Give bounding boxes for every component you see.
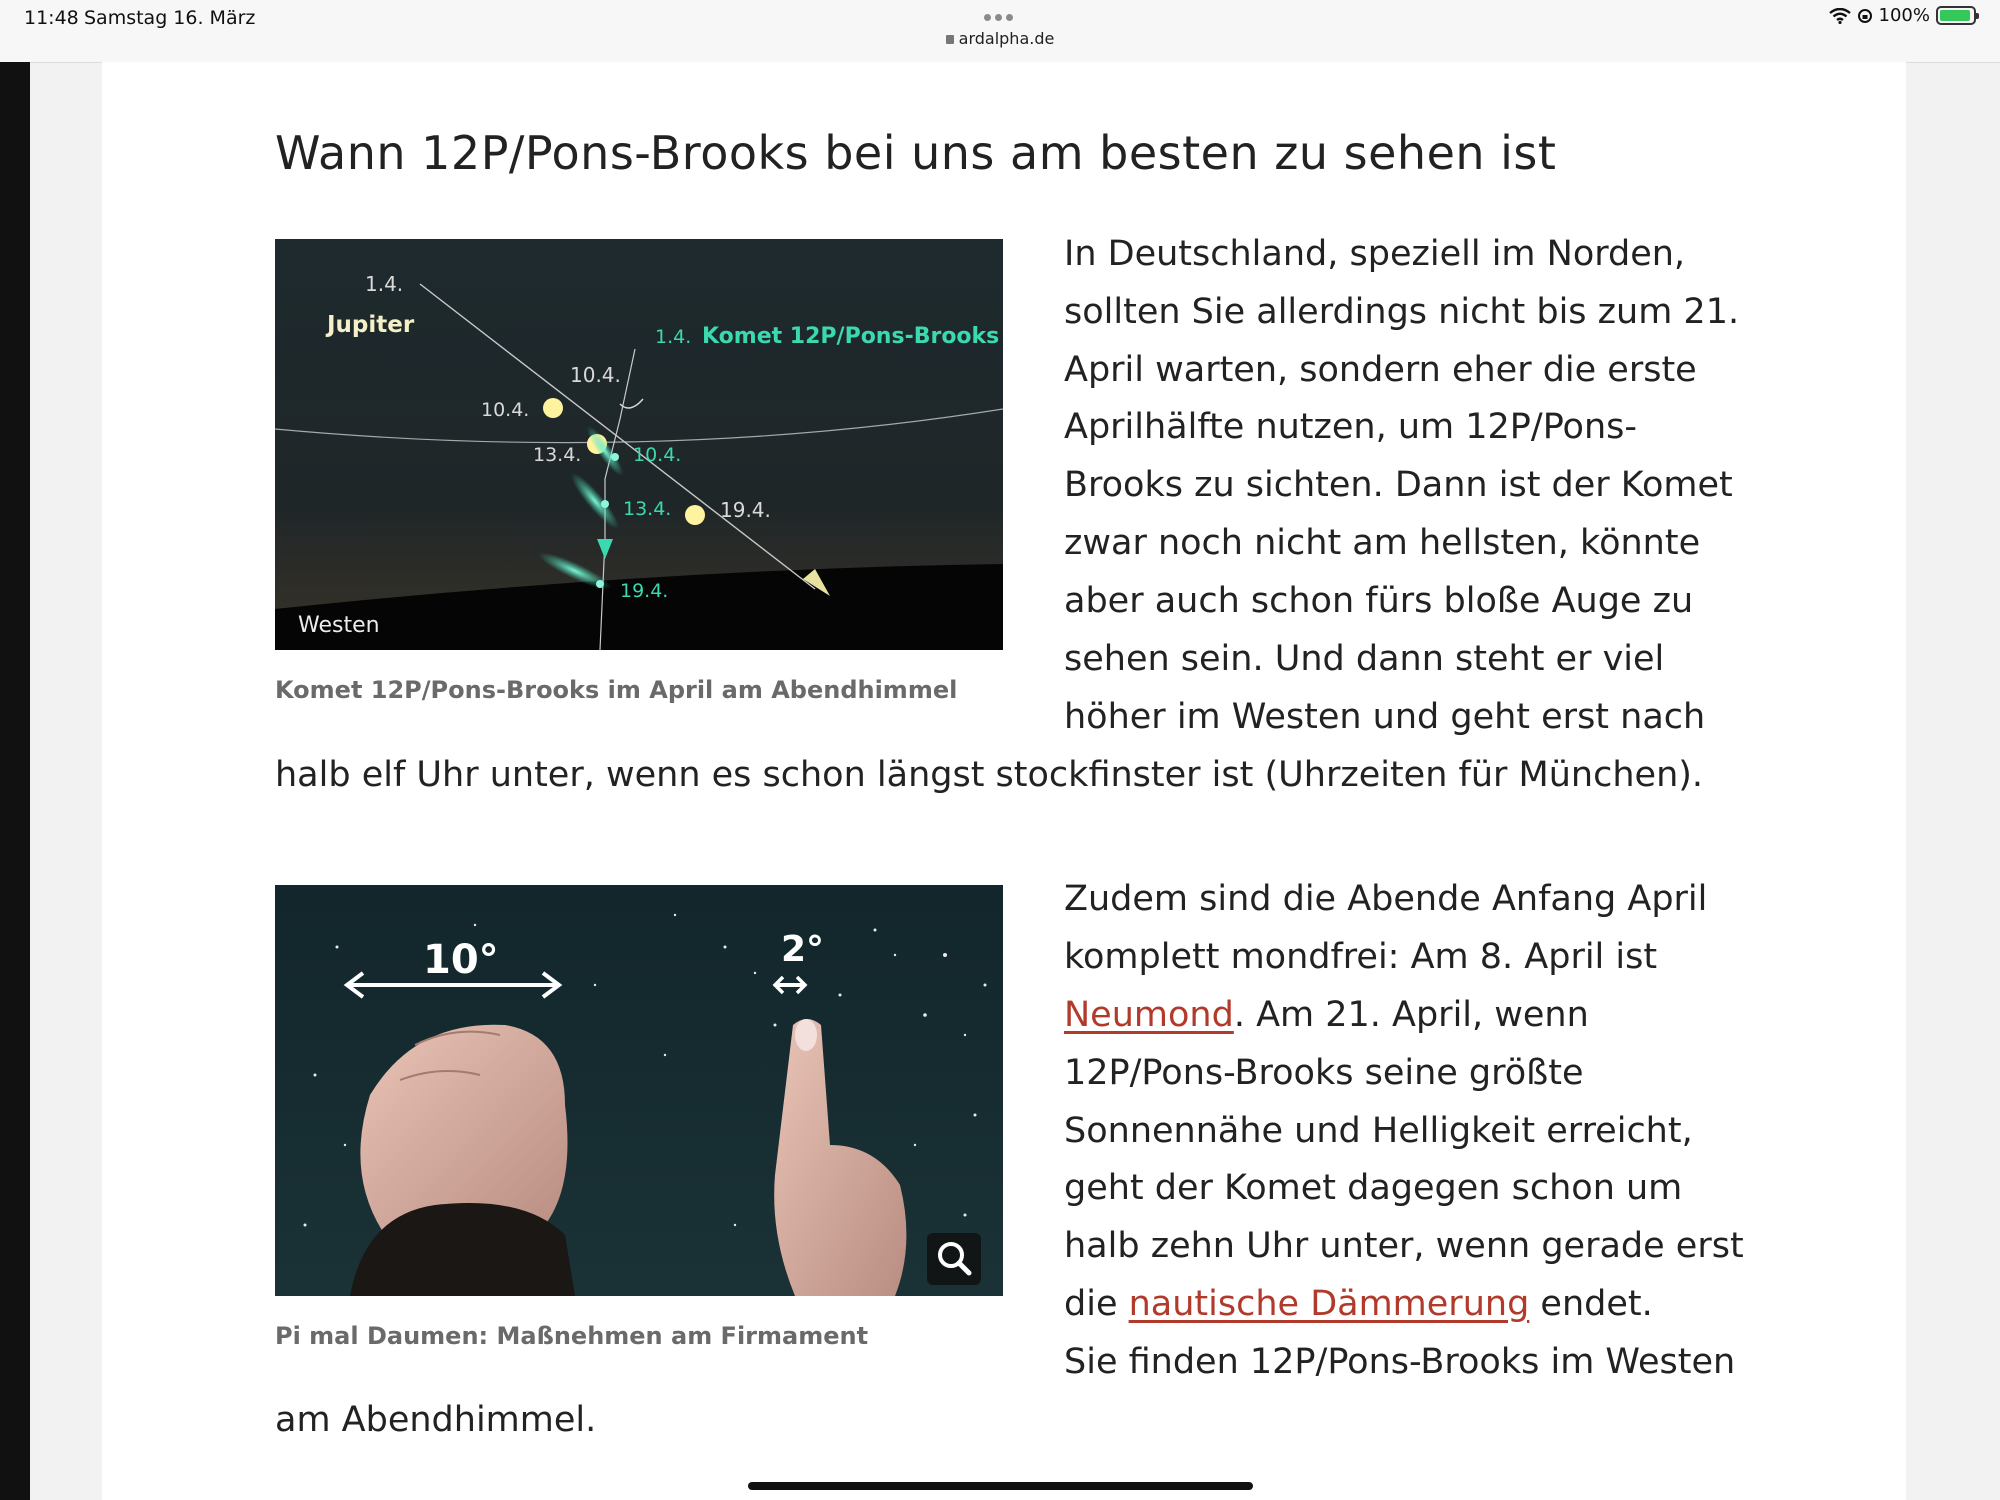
paragraph1-line9: höher im Westen und geht erst nach: [1064, 697, 1706, 737]
rotation-lock-icon: [1857, 8, 1873, 24]
paragraph2-line10: am Abendhimmel.: [275, 1400, 597, 1440]
paragraph2-line8-post: endet.: [1529, 1284, 1653, 1324]
multitasking-dots-icon[interactable]: [984, 6, 1018, 16]
status-indicators: [1829, 5, 1976, 26]
comet-label-19: 19.4.: [620, 580, 669, 602]
direction-label: Westen: [298, 613, 380, 638]
status-bar: [0, 0, 2000, 63]
jupiter-label: Jupiter: [327, 312, 415, 338]
status-date: Samstag 16. März: [84, 7, 256, 29]
zoom-image-button[interactable]: [927, 1233, 981, 1285]
jupiter-label-10: 10.4.: [481, 399, 530, 421]
paragraph2-line3-rest: . Am 21. April, wenn: [1233, 995, 1589, 1035]
comet-sky-chart-image[interactable]: [275, 239, 1003, 650]
fist-degree-label: 10°: [423, 937, 499, 983]
paragraph2-line1: Zudem sind die Abende Anfang April: [1064, 879, 1708, 919]
nautische-daemmerung-link[interactable]: nautische Dämmerung: [1128, 1284, 1530, 1324]
figure1-caption: Komet 12P/Pons-Brooks im April am Abendhimmel: [275, 676, 958, 704]
battery-percentage: 100%: [1878, 5, 1930, 26]
paragraph2-line9: Sie finden 12P/Pons-Brooks im Westen: [1064, 1342, 1736, 1382]
comet-label-10b: 10.4.: [633, 444, 682, 466]
paragraph1-line1: In Deutschland, speziell im Norden,: [1064, 234, 1686, 274]
paragraph1-line2: sollten Sie allerdings nicht bis zum 21.: [1064, 292, 1740, 332]
section-heading: Wann 12P/Pons-Brooks bei uns am besten zu sehen ist: [275, 126, 1557, 180]
wifi-icon: [1829, 8, 1851, 24]
url-text: ardalpha.de: [958, 29, 1055, 48]
paragraph1-line6: zwar noch nicht am hellsten, könnte: [1064, 523, 1701, 563]
home-indicator[interactable]: [748, 1482, 1253, 1490]
jupiter-label-13: 13.4.: [533, 444, 582, 466]
left-edge-shadow: [0, 62, 30, 1500]
jupiter-marker-19: [685, 505, 705, 525]
address-bar[interactable]: [0, 29, 2000, 48]
jupiter-date-start: 1.4.: [365, 272, 404, 296]
paragraph2-line3: [1064, 987, 1589, 1045]
status-time: 11:48: [24, 7, 79, 29]
comet-date-start: 1.4.: [655, 326, 692, 348]
figure2-caption: Pi mal Daumen: Maßnehmen am Firmament: [275, 1322, 869, 1350]
comet-name-label: Komet 12P/Pons-Brooks: [702, 324, 1000, 349]
paragraph2-line8: [1064, 1276, 1653, 1334]
paragraph1-line5: Brooks zu sichten. Dann ist der Komet: [1064, 465, 1733, 505]
paragraph1-fullwidth-line: halb elf Uhr unter, wenn es schon längst stockfinster ist (Uhrzeiten für München).: [275, 755, 1704, 795]
thumb-degree-label: 2°: [781, 929, 825, 970]
paragraph1-line4: Aprilhälfte nutzen, um 12P/Pons-: [1064, 407, 1638, 447]
paragraph1-line3: April warten, sondern eher die erste: [1064, 350, 1697, 390]
comet-label-13: 13.4.: [623, 498, 672, 520]
neumond-link[interactable]: Neumond: [1064, 995, 1234, 1035]
hand-measurement-image[interactable]: [275, 885, 1003, 1296]
lock-icon: [946, 35, 954, 44]
paragraph2-line2: komplett mondfrei: Am 8. April ist: [1064, 937, 1658, 977]
battery-icon: [1936, 6, 1976, 25]
paragraph1-line7: aber auch schon fürs bloße Auge zu: [1064, 581, 1694, 621]
comet-label-10: 10.4.: [570, 363, 621, 387]
paragraph2-line6: geht der Komet dagegen schon um: [1064, 1168, 1683, 1208]
paragraph2-line5: Sonnennähe und Helligkeit erreicht,: [1064, 1111, 1693, 1151]
paragraph1-line8: sehen sein. Und dann steht er viel: [1064, 639, 1665, 679]
jupiter-marker-10: [543, 398, 563, 418]
paragraph2-line4: 12P/Pons-Brooks seine größte: [1064, 1053, 1584, 1093]
paragraph2-line7: halb zehn Uhr unter, wenn gerade erst: [1064, 1226, 1744, 1266]
jupiter-label-19: 19.4.: [720, 498, 771, 522]
paragraph2-line8-pre: die: [1064, 1284, 1129, 1324]
